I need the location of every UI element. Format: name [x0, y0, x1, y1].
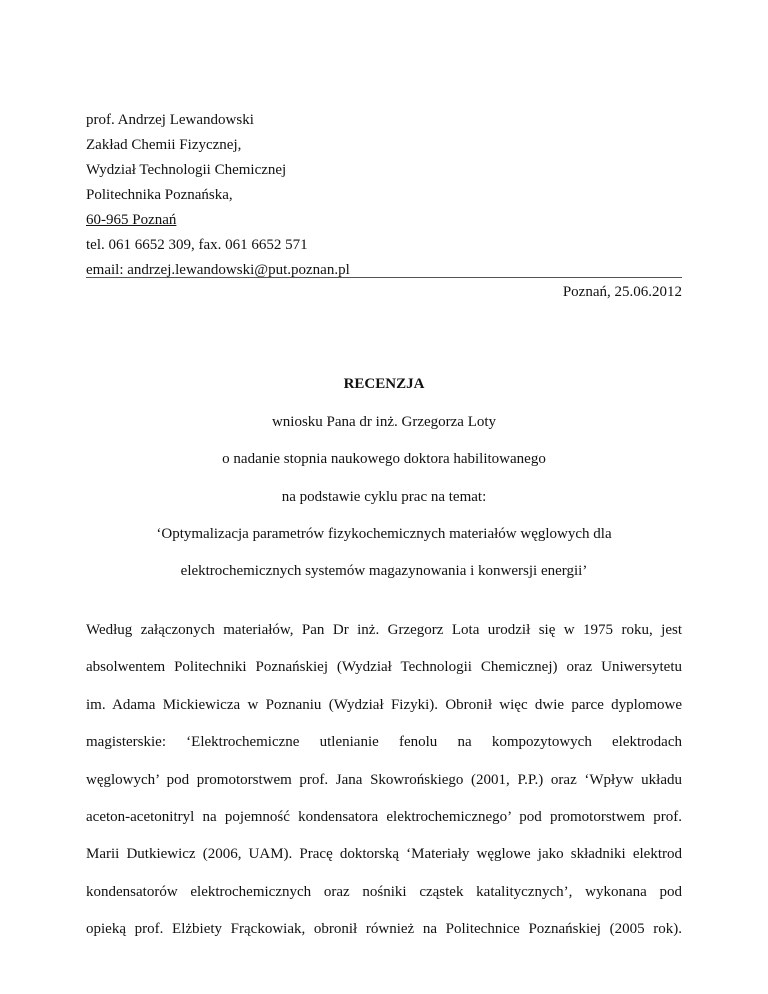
body-paragraph [86, 620, 682, 957]
paragraph-line: aceton-acetonitryl na pojemność kondensatora elektrochemicznego’ pod promotorstwem prof. [86, 808, 682, 825]
paragraph-line: opieką prof. Elżbiety Frąckowiak, obronił również na Politechnice Poznańskiej (2005 rok). [86, 921, 682, 938]
review-topic-line: elektrochemicznych systemów magazynowania i konwersji energii’ [180, 563, 588, 580]
sender-faculty: Wydział Technologii Chemicznej [86, 162, 287, 178]
sender-postal-city: 60-965 Poznań [86, 212, 177, 228]
header-divider [86, 277, 682, 278]
review-subject-line: na podstawie cyklu prac na temat: [281, 488, 487, 505]
sender-department: Zakład Chemii Fizycznej, [86, 137, 242, 153]
paragraph-line: węglowych’ pod promotorstwem prof. Jana Skowrońskiego (2001, P.P.) oraz ‘Wpływ układu [86, 771, 682, 788]
paragraph-line: absolwentem Politechniki Poznańskiej (Wydział Technologii Chemicznej) oraz Uniwersytetu [86, 659, 682, 676]
review-subject-line: wniosku Pana dr inż. Grzegorza Loty [271, 414, 497, 430]
review-topic-line: ‘Optymalizacja parametrów fizykochemicznych materiałów węglowych dla [156, 525, 612, 542]
document-date: Poznań, 25.06.2012 [562, 284, 682, 300]
sender-address-block [86, 108, 682, 283]
review-subject-line: o nadanie stopnia naukowego doktora habilitowanego [222, 451, 546, 468]
sender-university: Politechnika Poznańska, [86, 187, 233, 203]
review-title: RECENZJA [343, 376, 425, 392]
paragraph-line: kondensatorów elektrochemicznych oraz nośniki cząstek katalitycznych’, wykonana pod [86, 883, 682, 900]
sender-name: prof. Andrzej Lewandowski [86, 112, 254, 128]
paragraph-line: magisterskie: ‘Elektrochemiczne utlenianie fenolu na kompozytowych elektrodach [86, 734, 682, 751]
paragraph-line: im. Adama Mickiewicza w Poznaniu (Wydział Fizyki). Obronił więc dwie parce dyplomowe [86, 696, 682, 713]
sender-phone-fax: tel. 061 6652 309, fax. 061 6652 571 [86, 237, 308, 253]
review-title-block [86, 374, 682, 598]
paragraph-line: Marii Dutkiewicz (2006, UAM). Pracę doktorską ‘Materiały węglowe jako składniki elektrod [86, 846, 682, 863]
paragraph-line: Według załączonych materiałów, Pan Dr inż. Grzegorz Lota urodził się w 1975 roku, jest [86, 622, 682, 638]
sender-email: email: andrzej.lewandowski@put.poznan.pl [86, 262, 350, 278]
